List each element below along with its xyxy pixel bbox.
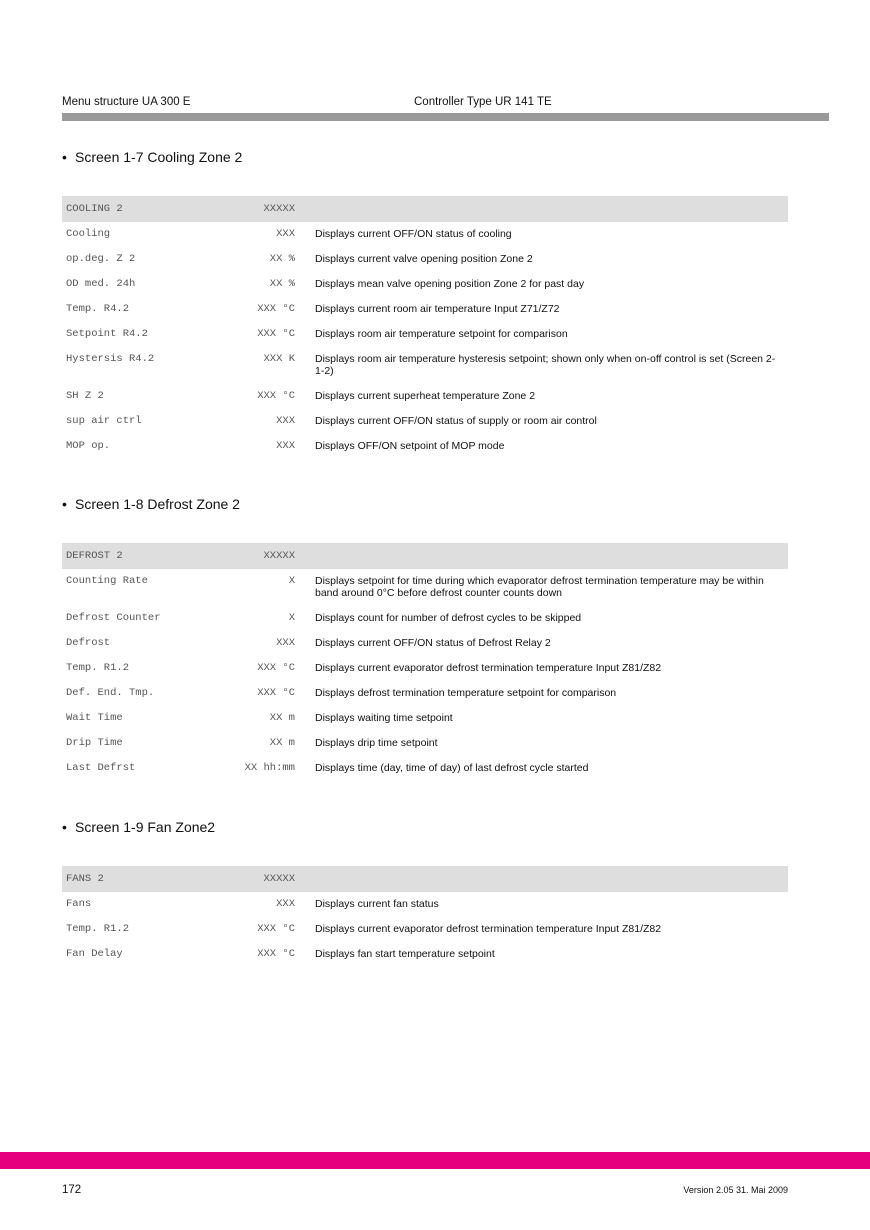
- parameter-value: X: [288, 575, 295, 587]
- table-row: [62, 384, 788, 409]
- parameter-description: Displays drip time setpoint: [315, 737, 438, 749]
- parameter-name: Drip Time: [66, 737, 123, 749]
- parameter-value: XXX °C: [257, 390, 295, 402]
- table-header-row: [62, 866, 788, 892]
- version-info: Version 2.05 31. Mai 2009: [683, 1185, 788, 1195]
- parameter-value: XXX °C: [257, 948, 295, 960]
- parameter-value: XXX °C: [257, 923, 295, 935]
- parameter-name: Fans: [66, 898, 92, 910]
- header-center: Controller Type UR 141 TE: [414, 96, 552, 108]
- parameter-description: Displays current evaporator defrost termination temperature Input Z81/Z82: [315, 923, 662, 935]
- header-name: FANS 2: [66, 873, 104, 885]
- table-row: [62, 347, 788, 384]
- header-value: XXXXX: [263, 203, 295, 215]
- table-row: [62, 892, 788, 917]
- parameter-value: XX %: [269, 253, 295, 265]
- parameter-name: Temp. R1.2: [66, 662, 130, 674]
- parameter-value: X: [288, 612, 295, 624]
- table-row: [62, 272, 788, 297]
- parameter-description: Displays setpoint for time during which evaporator defrost termination temperature may be within band around 0°C before defrost counter counts down: [315, 575, 764, 599]
- table-row: [62, 297, 788, 322]
- parameter-value: XXX: [276, 637, 295, 649]
- section-fan-zone-2: [62, 818, 788, 967]
- section-title-text: Screen 1-8 Defrost Zone 2: [75, 496, 240, 512]
- header-value: XXXXX: [263, 550, 295, 562]
- footer-accent-bar: [0, 1152, 870, 1169]
- table-row: [62, 322, 788, 347]
- parameter-value: XXX °C: [257, 303, 295, 315]
- parameter-value: XX %: [269, 278, 295, 290]
- parameter-table: [62, 543, 788, 781]
- header-left: Menu structure UA 300 E: [62, 96, 191, 108]
- table-row: [62, 942, 788, 967]
- section-title-text: Screen 1-7 Cooling Zone 2: [75, 149, 243, 165]
- parameter-name: OD med. 24h: [66, 278, 136, 290]
- parameter-value: XXX: [276, 228, 295, 240]
- parameter-value: XXX: [276, 440, 295, 452]
- parameter-description: Displays current OFF/ON status of cooling: [315, 228, 512, 240]
- parameter-name: SH Z 2: [66, 390, 104, 402]
- parameter-description: Displays defrost termination temperature setpoint for comparison: [315, 687, 617, 699]
- section-cooling-zone-2: [62, 148, 788, 459]
- table-row: [62, 917, 788, 942]
- parameter-description: Displays fan start temperature setpoint: [315, 948, 495, 960]
- parameter-description: Displays OFF/ON setpoint of MOP mode: [315, 440, 505, 452]
- parameter-name: sup air ctrl: [66, 415, 142, 427]
- parameter-description: Displays room air temperature setpoint for comparison: [315, 328, 568, 340]
- parameter-description: Displays current OFF/ON status of Defrost Relay 2: [315, 637, 551, 649]
- parameter-name: Cooling: [66, 228, 111, 240]
- parameter-name: Setpoint R4.2: [66, 328, 148, 340]
- section-title: [62, 495, 788, 513]
- table-row: [62, 731, 788, 756]
- table-row: [62, 656, 788, 681]
- table-header-row: [62, 543, 788, 569]
- parameter-description: Displays time (day, time of day) of last defrost cycle started: [315, 762, 589, 774]
- table-row: [62, 706, 788, 731]
- header-divider: [62, 113, 829, 121]
- header-value: XXXXX: [263, 873, 295, 885]
- parameter-description: Displays current fan status: [315, 898, 439, 910]
- parameter-description: Displays current room air temperature Input Z71/Z72: [315, 303, 560, 315]
- header-name: DEFROST 2: [66, 550, 123, 562]
- parameter-value: XXX °C: [257, 687, 295, 699]
- table-row: [62, 681, 788, 706]
- parameter-description: Displays count for number of defrost cycles to be skipped: [315, 612, 582, 624]
- table-row: [62, 247, 788, 272]
- parameter-description: Displays waiting time setpoint: [315, 712, 453, 724]
- section-title: [62, 818, 788, 836]
- parameter-description: Displays current superheat temperature Zone 2: [315, 390, 536, 402]
- parameter-name: Counting Rate: [66, 575, 148, 587]
- bullet-glyph: •: [62, 496, 67, 512]
- parameter-name: op.deg. Z 2: [66, 253, 136, 265]
- parameter-name: Temp. R4.2: [66, 303, 130, 315]
- parameter-value: XX m: [269, 712, 295, 724]
- parameter-value: XXX °C: [257, 662, 295, 674]
- section-title: [62, 148, 788, 166]
- parameter-table: [62, 196, 788, 459]
- parameter-table: [62, 866, 788, 967]
- header-name: COOLING 2: [66, 203, 123, 215]
- parameter-value: XXX: [276, 898, 295, 910]
- parameter-name: Wait Time: [66, 712, 123, 724]
- parameter-name: Fan Delay: [66, 948, 123, 960]
- table-row: [62, 409, 788, 434]
- table-row: [62, 631, 788, 656]
- table-row: [62, 434, 788, 459]
- parameter-name: Last Defrst: [66, 762, 136, 774]
- parameter-description: Displays room air temperature hysteresis setpoint; shown only when on-off control is set (Screen 2-1-2): [315, 353, 776, 377]
- parameter-name: Temp. R1.2: [66, 923, 130, 935]
- parameter-name: Def. End. Tmp.: [66, 687, 155, 699]
- bullet-glyph: •: [62, 819, 67, 835]
- section-defrost-zone-2: [62, 495, 788, 781]
- parameter-value: XX hh:mm: [244, 762, 295, 774]
- table-row: [62, 569, 788, 606]
- parameter-description: Displays mean valve opening position Zone 2 for past day: [315, 278, 585, 290]
- parameter-value: XXX K: [263, 353, 295, 365]
- parameter-name: Defrost: [66, 637, 111, 649]
- section-title-text: Screen 1-9 Fan Zone2: [75, 819, 216, 835]
- parameter-name: Defrost Counter: [66, 612, 161, 624]
- parameter-description: Displays current OFF/ON status of supply or room air control: [315, 415, 597, 427]
- parameter-name: MOP op.: [66, 440, 111, 452]
- table-row: [62, 756, 788, 781]
- parameter-value: XX m: [269, 737, 295, 749]
- bullet-glyph: •: [62, 149, 67, 165]
- page-number: 172: [62, 1184, 82, 1196]
- table-header-row: [62, 196, 788, 222]
- parameter-name: Hystersis R4.2: [66, 353, 155, 365]
- parameter-description: Displays current evaporator defrost termination temperature Input Z81/Z82: [315, 662, 662, 674]
- parameter-description: Displays current valve opening position Zone 2: [315, 253, 533, 265]
- parameter-value: XXX: [276, 415, 295, 427]
- table-row: [62, 606, 788, 631]
- table-row: [62, 222, 788, 247]
- parameter-value: XXX °C: [257, 328, 295, 340]
